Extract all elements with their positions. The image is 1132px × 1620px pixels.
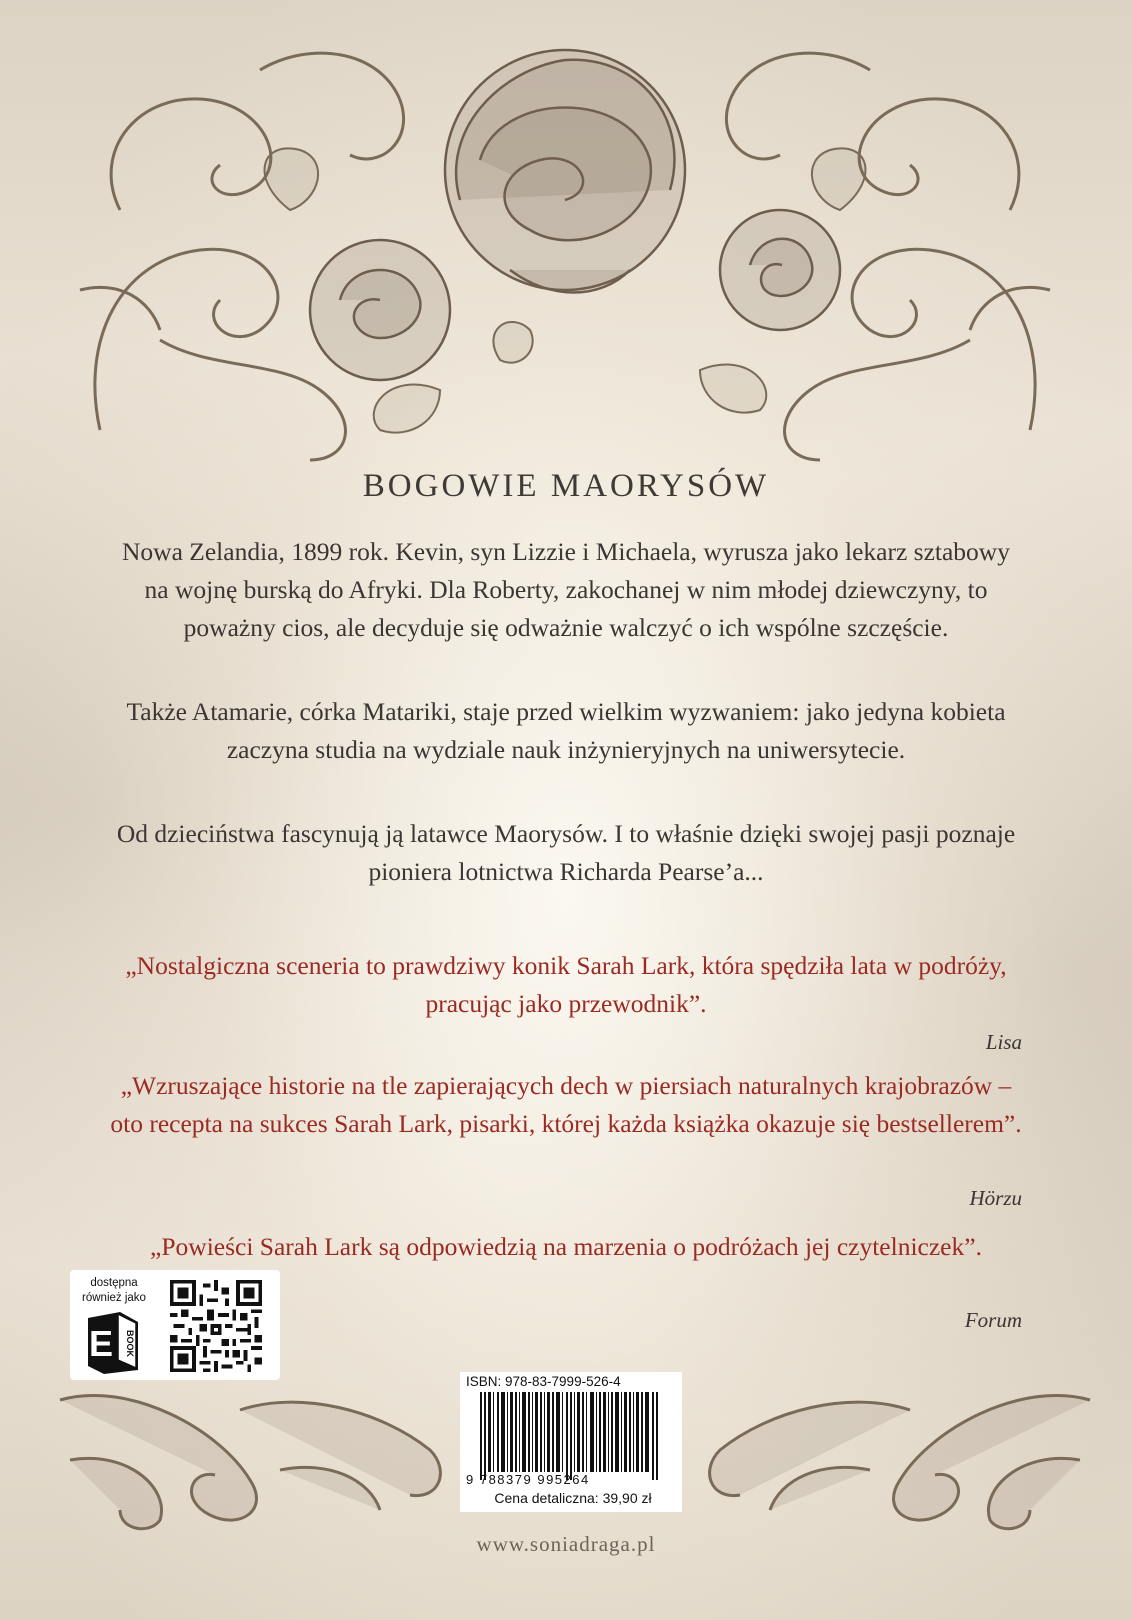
qr-code [166, 1280, 266, 1372]
description-paragraph-1: Nowa Zelandia, 1899 rok. Kevin, syn Lizzie i Michaela, wyrusza jako lekarz sztabowy na wojnę burską do Afryki. Dla Roberty, zakochanej w nim młodej dziewczyny, to poważny cios, ale decyduje się odważnie walczyć o ich wspólne szczęście. [122, 537, 1010, 642]
ebook-icon-text: BOOK [125, 1330, 135, 1357]
barcode [466, 1392, 676, 1480]
review-source-2: Hörzu [969, 1186, 1022, 1210]
ebook-qr-sticker [70, 1270, 280, 1380]
barcode-digits: 9 788379 995264 [466, 1472, 590, 1487]
svg-text:E: E [88, 1323, 114, 1364]
ebook-icon [80, 1310, 146, 1374]
description-paragraph-3: Od dzieciństwa fascynują ją latawce Maorysów. I to właśnie dzięki swojej pasji poznaje pioniera lotnictwa Richarda Pearse’a... [116, 819, 1016, 886]
review-source-3: Forum [964, 1308, 1022, 1332]
review-quote-1: „Nostalgiczna sceneria to prawdziwy konik Sarah Lark, która spędziła lata w podróży, pracując jako przewodnik”. [125, 951, 1007, 1018]
scroll-ornament-left [40, 1370, 460, 1540]
scroll-ornament-right [690, 1370, 1110, 1540]
publisher-website[interactable]: www.soniadraga.pl [476, 1532, 656, 1556]
review-quote-3: „Powieści Sarah Lark są odpowiedzią na marzenia o podróżach jej czytelniczek”. [150, 1232, 982, 1261]
rose-ornament-top [60, 10, 1070, 480]
isbn-text: ISBN: 978-83-7999-526-4 [466, 1374, 621, 1389]
description-paragraph-2: Także Atamarie, córka Matariki, staje przed wielkim wyzwaniem: jako jedyna kobieta zaczyna studia na wydziale nauk inżynieryjnych na uniwersytecie. [126, 697, 1006, 764]
ebook-label: dostępna również jako [82, 1277, 146, 1304]
review-source-1: Lisa [985, 1030, 1022, 1054]
retail-price: Cena detaliczna: 39,90 zł [494, 1490, 652, 1506]
book-title: BOGOWIE MAORYSÓW [362, 468, 770, 504]
barcode-label [460, 1372, 682, 1512]
review-quote-2: „Wzruszające historie na tle zapierających dech w piersiach naturalnych krajobrazów – oto recepta na sukces Sarah Lark, pisarki, której każda książka okazuje się bestsellerem”. [110, 1071, 1022, 1138]
